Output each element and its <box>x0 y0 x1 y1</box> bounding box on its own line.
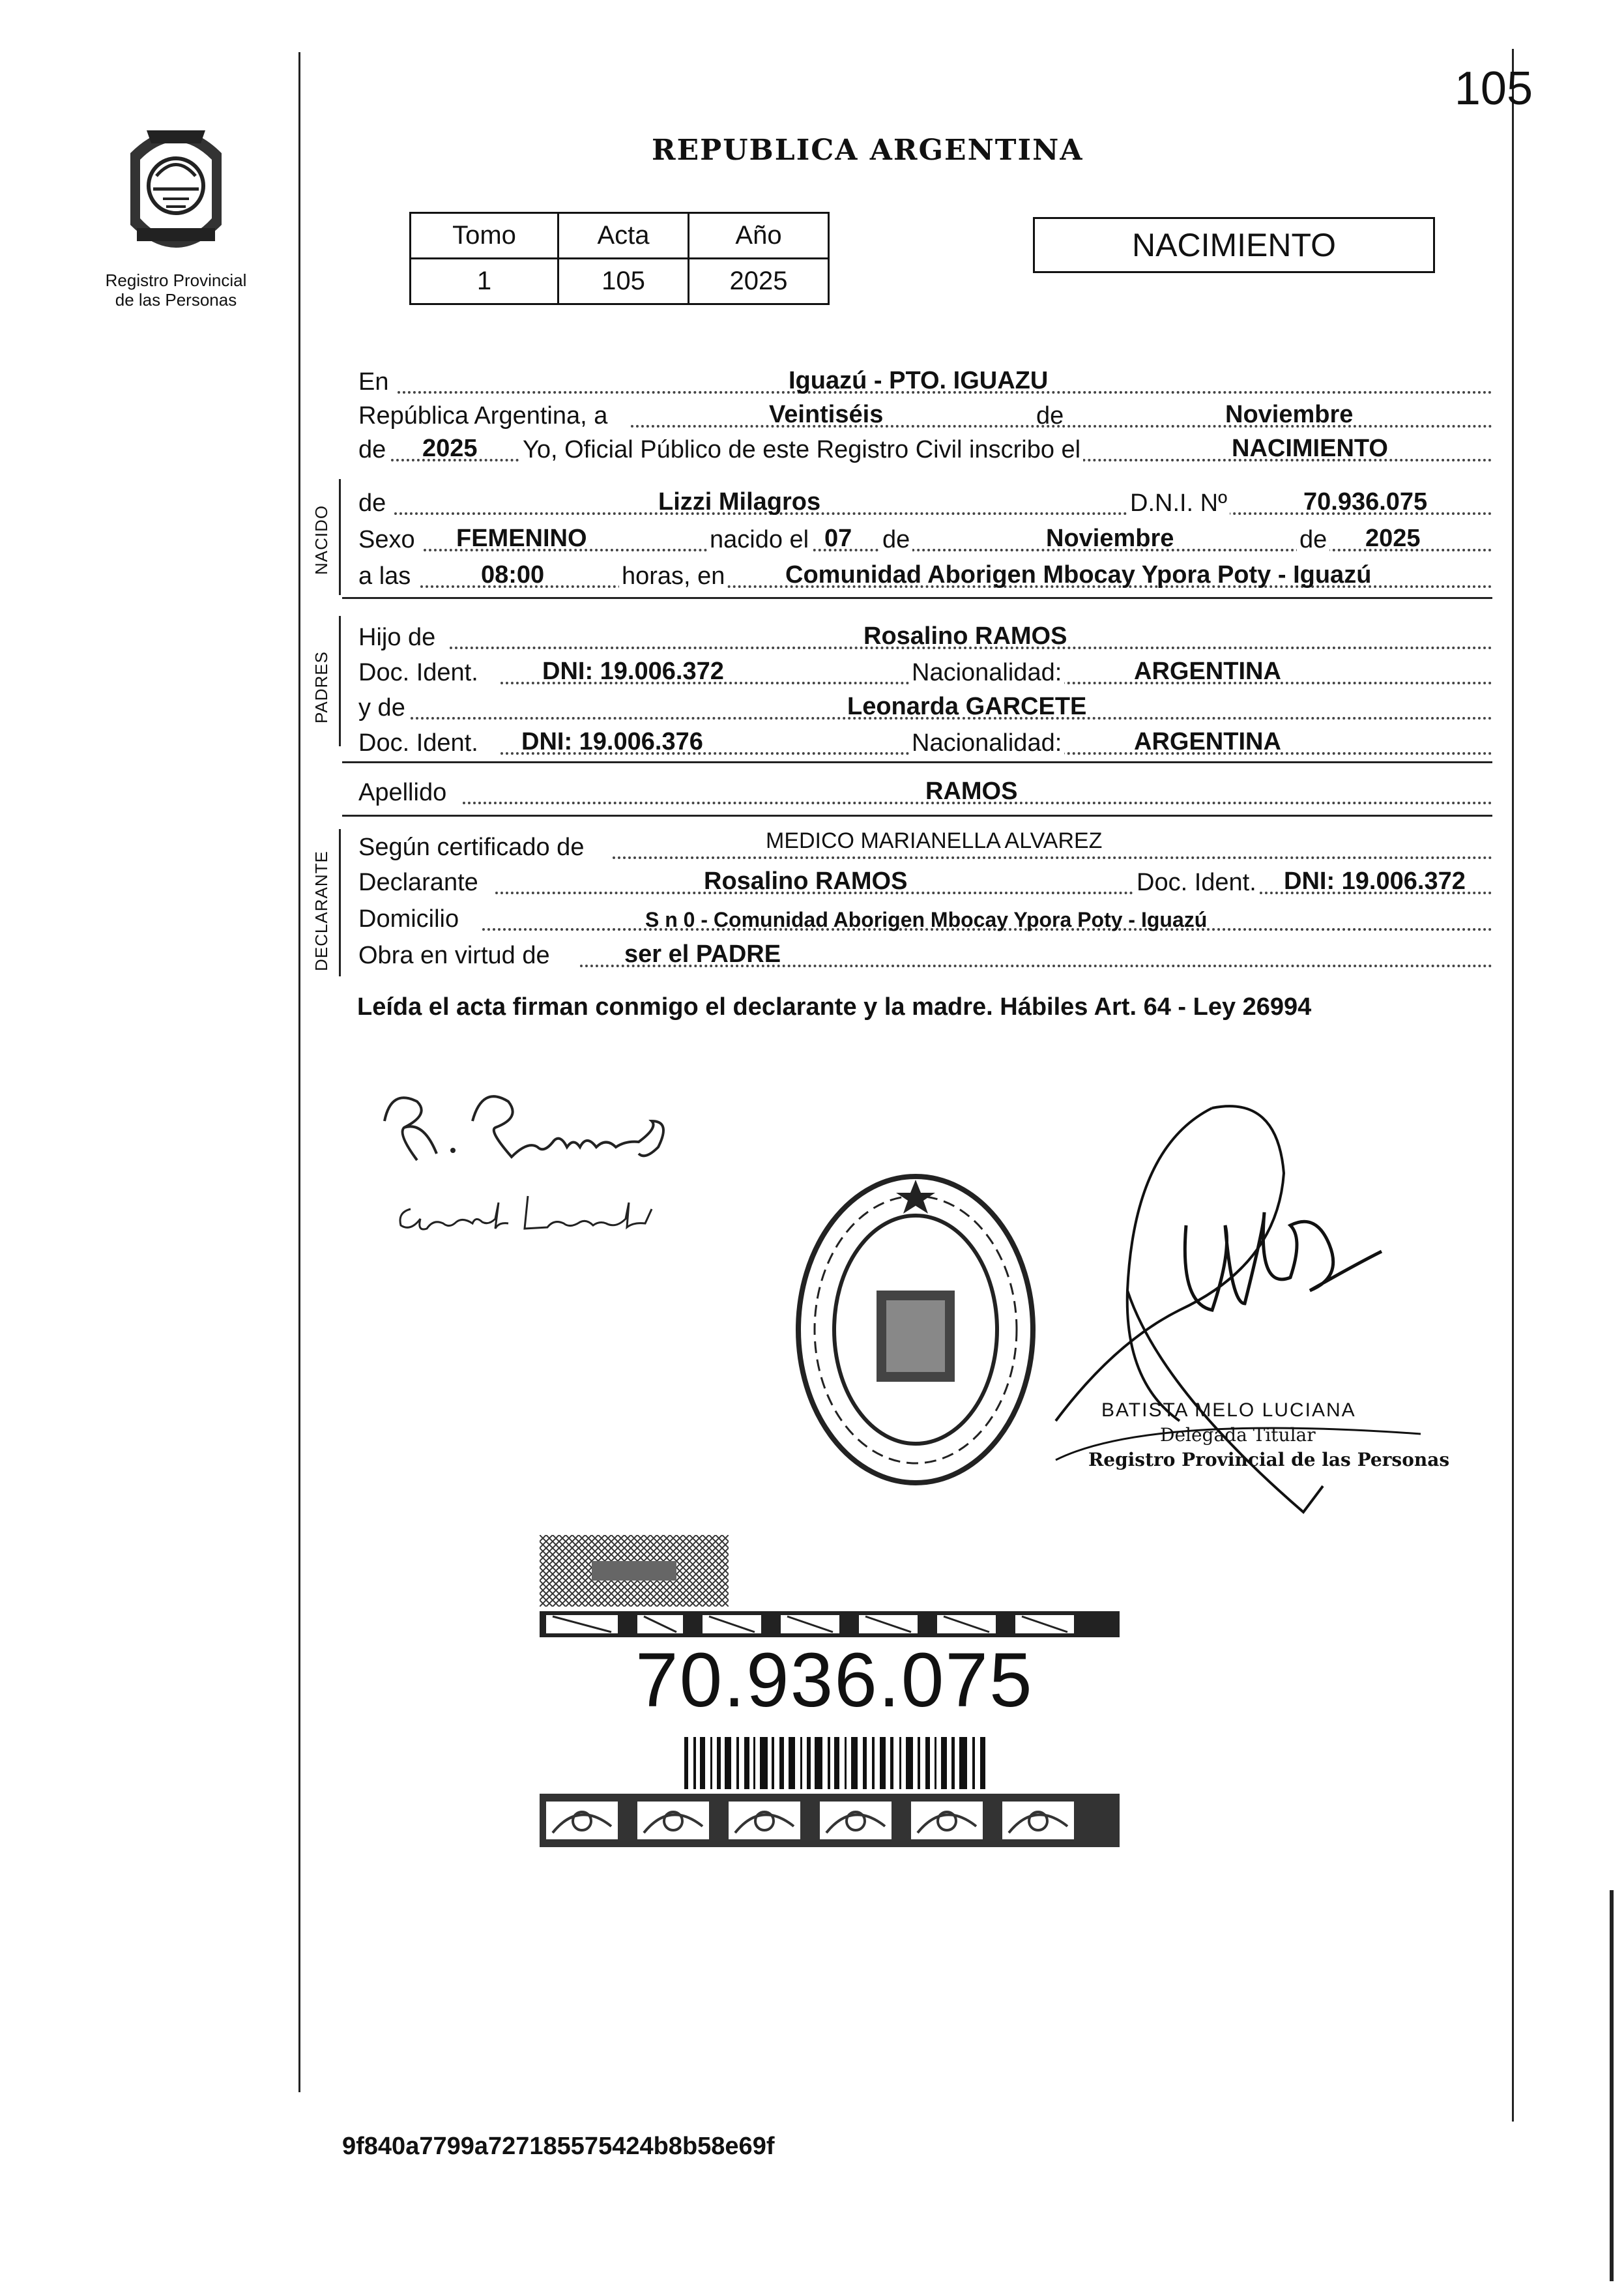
en-label: En <box>358 368 389 396</box>
born-de1-label: de <box>880 526 912 554</box>
birth-place-value: Comunidad Aborigen Mbocay Ypora Poty - Iguazú <box>785 561 1372 589</box>
mother-doc-label: Doc. Ident. <box>358 729 478 757</box>
child-name-value: Lizzi Milagros <box>658 488 821 516</box>
certificate-value: MEDICO MARIANELLA ALVAREZ <box>766 828 1103 853</box>
domicilio-label: Domicilio <box>358 905 459 933</box>
declarante-doc-label: Doc. Ident. <box>1134 869 1259 897</box>
republica-label: República Argentina, a <box>358 402 608 430</box>
officer-row <box>358 431 1492 464</box>
sex-row <box>358 521 1492 554</box>
time-value: 08:00 <box>481 561 545 589</box>
nacido-divider <box>342 597 1492 599</box>
obra-label: Obra en virtud de <box>358 942 550 969</box>
barcode-icon <box>684 1737 991 1789</box>
name-de-label: de <box>358 489 386 517</box>
declarante-label: Declarante <box>358 869 478 896</box>
mother-nationality-label: Nacionalidad: <box>909 729 1064 757</box>
declarante-bracket <box>339 829 341 976</box>
security-pattern-top <box>540 1535 729 1607</box>
page-title: REPUBLICA ARGENTINA <box>652 134 1084 167</box>
hours-label: horas, en <box>619 562 727 591</box>
padres-side-label: PADRES <box>312 651 331 723</box>
mother-doc-row <box>358 725 1492 757</box>
year-de-label: de <box>358 436 386 463</box>
padres-bracket <box>339 616 341 746</box>
dni-label: D.N.I. Nº <box>1127 489 1230 518</box>
mother-signature <box>391 1183 665 1242</box>
y-de-label: y de <box>358 694 405 722</box>
obra-value: ser el PADRE <box>624 941 781 968</box>
edge-scan-line <box>1610 1890 1614 2281</box>
left-margin-line <box>298 52 300 2092</box>
father-nationality-label: Nacionalidad: <box>909 659 1064 687</box>
surname-label: Apellido <box>358 779 447 806</box>
surname-row <box>358 774 1492 807</box>
officer-text: Yo, Oficial Público de este Registro Civil inscribo el <box>520 436 1083 464</box>
nacido-side-label: NACIDO <box>312 504 331 575</box>
hijo-label: Hijo de <box>358 624 436 651</box>
registration-type-value: NACIMIENTO <box>1232 435 1388 462</box>
domicilio-row <box>358 901 1492 933</box>
apellido-divider <box>342 815 1492 817</box>
dni-big-number: 70.936.075 <box>635 1637 1034 1723</box>
record-type-box: NACIMIENTO <box>1033 217 1435 273</box>
born-year-value: 2025 <box>1365 525 1421 552</box>
official-seal-icon <box>789 1167 1043 1493</box>
declarante-name-value: Rosalino RAMOS <box>704 868 908 895</box>
declarante-row <box>358 864 1492 897</box>
nacido-bracket <box>339 479 341 595</box>
place-value: Iguazú - PTO. IGUAZU <box>789 367 1049 394</box>
date-de-label: de <box>1036 402 1064 430</box>
security-band-top <box>540 1611 1120 1637</box>
document-hash: 9f840a7799a727185575424b8b58e69f <box>342 2133 775 2160</box>
right-margin-line <box>1512 49 1514 2122</box>
year-value: 2025 <box>422 435 478 462</box>
tomo-header: Tomo <box>411 213 558 259</box>
logo-caption-line1: Registro Provincial <box>105 270 247 290</box>
declarante-side-label: DECLARANTE <box>312 851 331 971</box>
name-row <box>358 485 1492 518</box>
time-label: a las <box>358 562 411 590</box>
logo-caption-line2: de las Personas <box>115 290 237 310</box>
father-nationality-value: ARGENTINA <box>1134 658 1281 685</box>
anio-value: 2025 <box>689 259 829 304</box>
mother-nationality-value: ARGENTINA <box>1134 728 1281 755</box>
date-row <box>358 398 1492 430</box>
page-number: 105 <box>1454 63 1533 115</box>
legal-text: Leída el acta firman conmigo el declarante y la madre. Hábiles Art. 64 - Ley 26994 <box>357 993 1312 1021</box>
province-emblem-icon <box>117 114 235 267</box>
father-doc-label: Doc. Ident. <box>358 659 478 686</box>
declarant-signature <box>371 1082 710 1173</box>
certificate-label: Según certificado de <box>358 834 585 861</box>
official-role: Delegada Titular <box>1160 1424 1316 1446</box>
born-de2-label: de <box>1297 526 1329 554</box>
obra-row <box>358 937 1492 970</box>
born-label: nacido el <box>707 526 811 554</box>
father-doc-row <box>358 654 1492 687</box>
register-table <box>409 212 830 305</box>
father-row <box>358 619 1492 652</box>
acta-value: 105 <box>558 259 689 304</box>
padres-divider <box>342 761 1492 763</box>
domicilio-value: S n 0 - Comunidad Aborigen Mbocay Ypora Poty - Iguazú <box>645 908 1208 931</box>
official-stamp <box>1088 1398 1449 1472</box>
day-value: Veintiséis <box>769 401 884 428</box>
mother-name-value: Leonarda GARCETE <box>847 693 1087 720</box>
father-name-value: Rosalino RAMOS <box>863 622 1067 650</box>
security-band-bottom <box>540 1794 1120 1847</box>
sexo-label: Sexo <box>358 526 415 553</box>
certificate-row <box>358 829 1492 862</box>
tomo-value: 1 <box>411 259 558 304</box>
born-day-value: 07 <box>824 525 852 552</box>
child-dni-value: 70.936.075 <box>1303 488 1428 516</box>
sexo-value: FEMENINO <box>456 525 587 552</box>
official-name: BATISTA MELO LUCIANA <box>1101 1399 1356 1421</box>
official-office: Registro Provincial de las Personas <box>1088 1449 1450 1470</box>
month-value: Noviembre <box>1225 401 1354 428</box>
surname-value: RAMOS <box>925 778 1018 805</box>
mother-row <box>358 690 1492 722</box>
mother-doc-value: DNI: 19.006.376 <box>521 728 703 755</box>
father-doc-value: DNI: 19.006.372 <box>542 658 724 685</box>
anio-header: Año <box>689 213 829 259</box>
place-row <box>358 364 1492 396</box>
declarante-doc-value: DNI: 19.006.372 <box>1284 868 1466 895</box>
born-month-value: Noviembre <box>1046 525 1174 552</box>
time-row <box>358 558 1492 591</box>
acta-header: Acta <box>558 213 689 259</box>
